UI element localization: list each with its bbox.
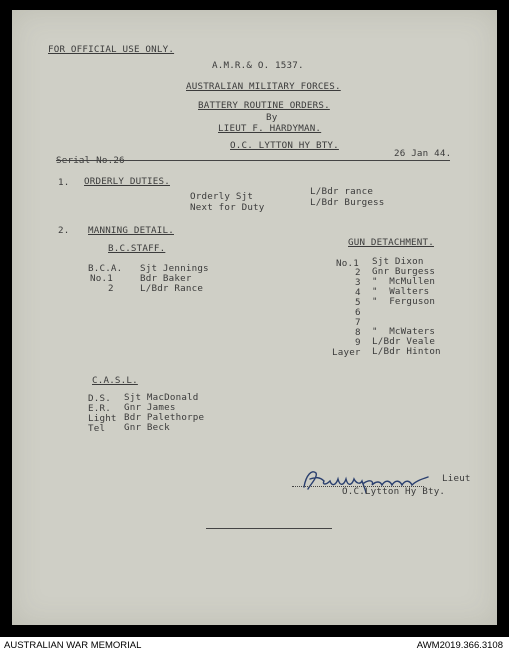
gun-name-layer: L/Bdr Hinton bbox=[372, 346, 441, 357]
bc-staff-post-2: No.1 bbox=[90, 273, 113, 284]
bc-staff-post-1: B.C.A. bbox=[88, 263, 123, 274]
command-heading: O.C. LYTTON HY BTY. bbox=[230, 140, 339, 151]
document-page bbox=[12, 10, 497, 625]
manning-detail-heading: MANNING DETAIL. bbox=[88, 225, 174, 236]
signature-rank: Lieut bbox=[442, 473, 471, 484]
order-reference: A.M.R.& O. 1537. bbox=[212, 60, 304, 71]
casl-post-4: Tel bbox=[88, 423, 106, 434]
gun-name-3: " McMullen bbox=[372, 276, 436, 287]
bc-staff-name-1: Sjt Jennings bbox=[140, 263, 209, 274]
gun-name-5: " Ferguson bbox=[372, 296, 436, 307]
gun-post-layer: Layer bbox=[332, 347, 361, 358]
orderly-duties-heading: ORDERLY DUTIES. bbox=[84, 176, 170, 187]
serial-rule bbox=[56, 160, 450, 161]
gun-post-4: 4 bbox=[355, 287, 361, 298]
gun-name-4: " Walters bbox=[372, 286, 430, 297]
casl-name-1: Sjt MacDonald bbox=[124, 392, 199, 403]
by-label: By bbox=[266, 112, 278, 123]
order-date: 26 Jan 44. bbox=[394, 148, 452, 159]
gun-post-7: 7 bbox=[355, 317, 361, 328]
issuing-officer: LIEUT F. HARDYMAN. bbox=[218, 123, 322, 134]
gun-post-5: 5 bbox=[355, 297, 361, 308]
archive-footer bbox=[0, 637, 509, 653]
orderly-name-1: L/Bdr rance bbox=[310, 186, 374, 197]
force-heading: AUSTRALIAN MILITARY FORCES. bbox=[186, 81, 341, 92]
gun-name-2: Gnr Burgess bbox=[372, 266, 436, 277]
signature-block: O.C.Lytton Hy Bty. bbox=[342, 486, 446, 497]
casl-name-2: Gnr James bbox=[124, 402, 176, 413]
orderly-name-2: L/Bdr Burgess bbox=[310, 197, 385, 208]
bc-staff-heading: B.C.STAFF. bbox=[108, 243, 166, 254]
casl-name-4: Gnr Beck bbox=[124, 422, 170, 433]
casl-name-3: Bdr Palethorpe bbox=[124, 412, 205, 423]
section-2-number: 2. bbox=[58, 225, 70, 236]
gun-name-8: " McWaters bbox=[372, 326, 436, 337]
footer-accession-number: AWM2019.366.3108 bbox=[416, 640, 503, 651]
gun-post-8: 8 bbox=[355, 327, 361, 338]
casl-heading: C.A.S.L. bbox=[92, 375, 138, 386]
casl-post-1: D.S. bbox=[88, 393, 111, 404]
bc-staff-post-3: 2 bbox=[108, 283, 114, 294]
section-1-number: 1. bbox=[58, 177, 70, 188]
gun-name-1: Sjt Dixon bbox=[372, 256, 424, 267]
official-use-label: FOR OFFICIAL USE ONLY. bbox=[48, 44, 175, 55]
closing-rule bbox=[206, 528, 332, 529]
gun-name-9: L/Bdr Veale bbox=[372, 336, 436, 347]
gun-post-2: 2 bbox=[355, 267, 361, 278]
orderly-role-1: Orderly Sjt bbox=[190, 191, 254, 202]
serial-number: Serial No.26 bbox=[56, 155, 125, 166]
orderly-role-2: Next for Duty bbox=[190, 202, 265, 213]
gun-post-9: 9 bbox=[355, 337, 361, 348]
gun-detachment-heading: GUN DETACHMENT. bbox=[348, 237, 434, 248]
footer-institution: AUSTRALIAN WAR MEMORIAL bbox=[4, 640, 142, 651]
gun-post-3: 3 bbox=[355, 277, 361, 288]
bc-staff-name-3: L/Bdr Rance bbox=[140, 283, 204, 294]
casl-post-3: Light bbox=[88, 413, 117, 424]
bc-staff-name-2: Bdr Baker bbox=[140, 273, 192, 284]
gun-post-1: No.1 bbox=[336, 258, 359, 269]
document-title: BATTERY ROUTINE ORDERS. bbox=[198, 100, 330, 111]
gun-post-6: 6 bbox=[355, 307, 361, 318]
casl-post-2: E.R. bbox=[88, 403, 111, 414]
